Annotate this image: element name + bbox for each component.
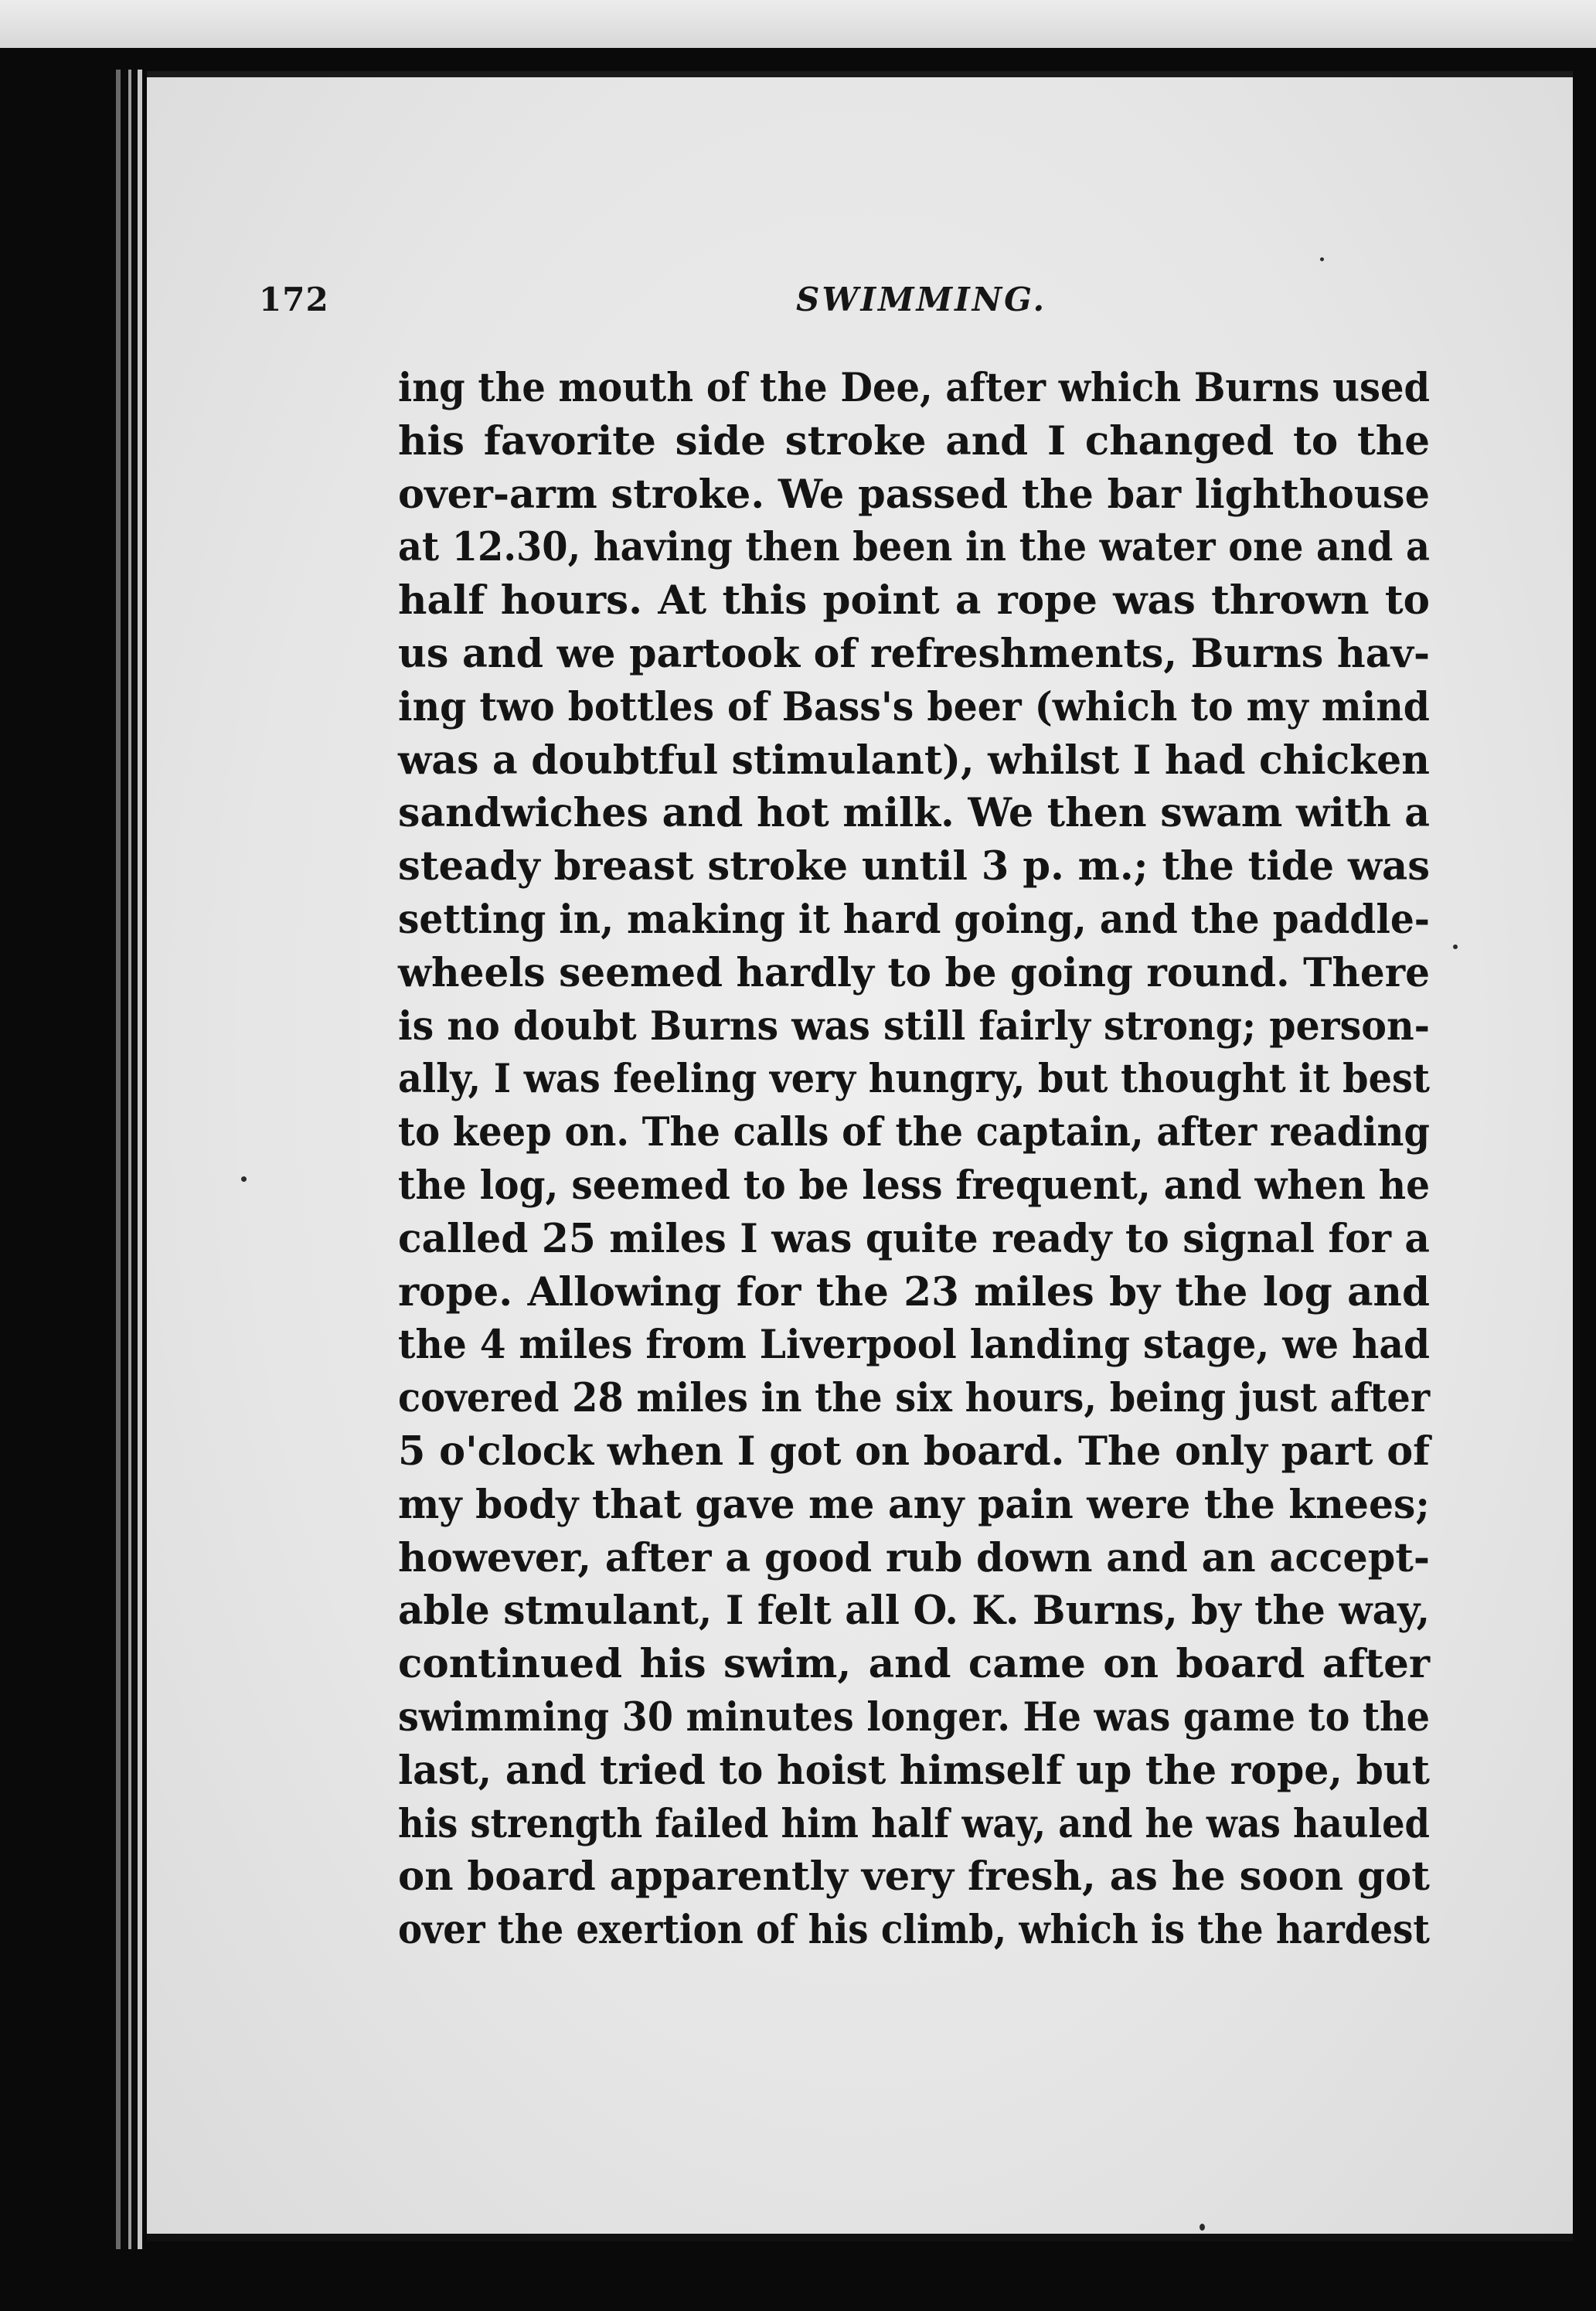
text-line: my body that gave me any pain were the knees; — [398, 1481, 1430, 1528]
body-text — [398, 362, 1430, 1957]
text-line: however, after a good rub down and an accept- — [398, 1534, 1431, 1581]
text-line: is no doubt Burns was still fairly strong; person- — [398, 1002, 1431, 1050]
text-line: continued his swim, and came on board after — [398, 1641, 1430, 1688]
dust-speck — [1200, 2224, 1205, 2231]
scan-top-margin — [0, 0, 1596, 48]
text-line: over the exertion of his climb, which is the hardest — [398, 1907, 1430, 1954]
text-line: able stmulant, I felt all O. K. Burns, by the way, — [398, 1588, 1431, 1635]
text-line: last, and tried to hoist himself up the rope, but — [398, 1747, 1430, 1794]
text-line: 5 o'clock when I got on board. The only part of — [398, 1428, 1431, 1475]
text-line: sandwiches and hot milk. We then swam with a — [398, 790, 1431, 837]
dust-speck — [1453, 944, 1458, 949]
text-line: called 25 miles I was quite ready to signal for a — [398, 1215, 1430, 1262]
text-line: ing the mouth of the Dee, after which Burns used — [398, 365, 1431, 411]
text-line: his favorite side stroke and I changed to the — [398, 417, 1430, 465]
text-line: was a doubtful stimulant), whilst I had chicken — [398, 737, 1430, 784]
text-line: to keep on. The calls of the captain, after reading — [398, 1109, 1430, 1156]
text-line: on board apparently very fresh, as he soon got — [398, 1853, 1430, 1901]
film-edge-line — [116, 70, 121, 2249]
text-line: us and we partook of refreshments, Burns hav- — [398, 630, 1430, 677]
text-line: wheels seemed hardly to be going round. There — [398, 949, 1431, 996]
dust-speck — [241, 1176, 247, 1182]
text-line: the log, seemed to be less frequent, and when he — [398, 1162, 1431, 1209]
text-line: the 4 miles from Liverpool landing stage, we had — [398, 1322, 1430, 1369]
dust-speck — [1320, 257, 1324, 261]
text-line: over-arm stroke. We passed the bar lighthouse — [398, 471, 1431, 518]
text-line: ally, I was feeling very hungry, but thought it best — [398, 1056, 1430, 1103]
running-head: SWIMMING. — [796, 281, 1047, 318]
film-edge-line — [128, 70, 131, 2249]
film-edge-line — [138, 70, 142, 2249]
page-header — [259, 281, 1047, 327]
text-line: at 12.30, having then been in the water one and a — [398, 524, 1430, 571]
text-line: his strength failed him half way, and he was hauled — [398, 1800, 1430, 1847]
text-line: swimming 30 minutes longer. He was game to the — [398, 1693, 1431, 1741]
text-line: rope. Allowing for the 23 miles by the log and — [398, 1268, 1430, 1315]
text-line: steady breast stroke until 3 p. m.; the tide was — [398, 843, 1431, 890]
text-line: setting in, making it hard going, and the paddle- — [398, 896, 1431, 943]
page-number: 172 — [259, 281, 329, 318]
text-line: covered 28 miles in the six hours, being just after — [398, 1375, 1431, 1422]
text-line: half hours. At this point a rope was thrown to — [398, 577, 1430, 625]
text-line: ing two bottles of Bass's beer (which to my mind — [398, 683, 1430, 730]
